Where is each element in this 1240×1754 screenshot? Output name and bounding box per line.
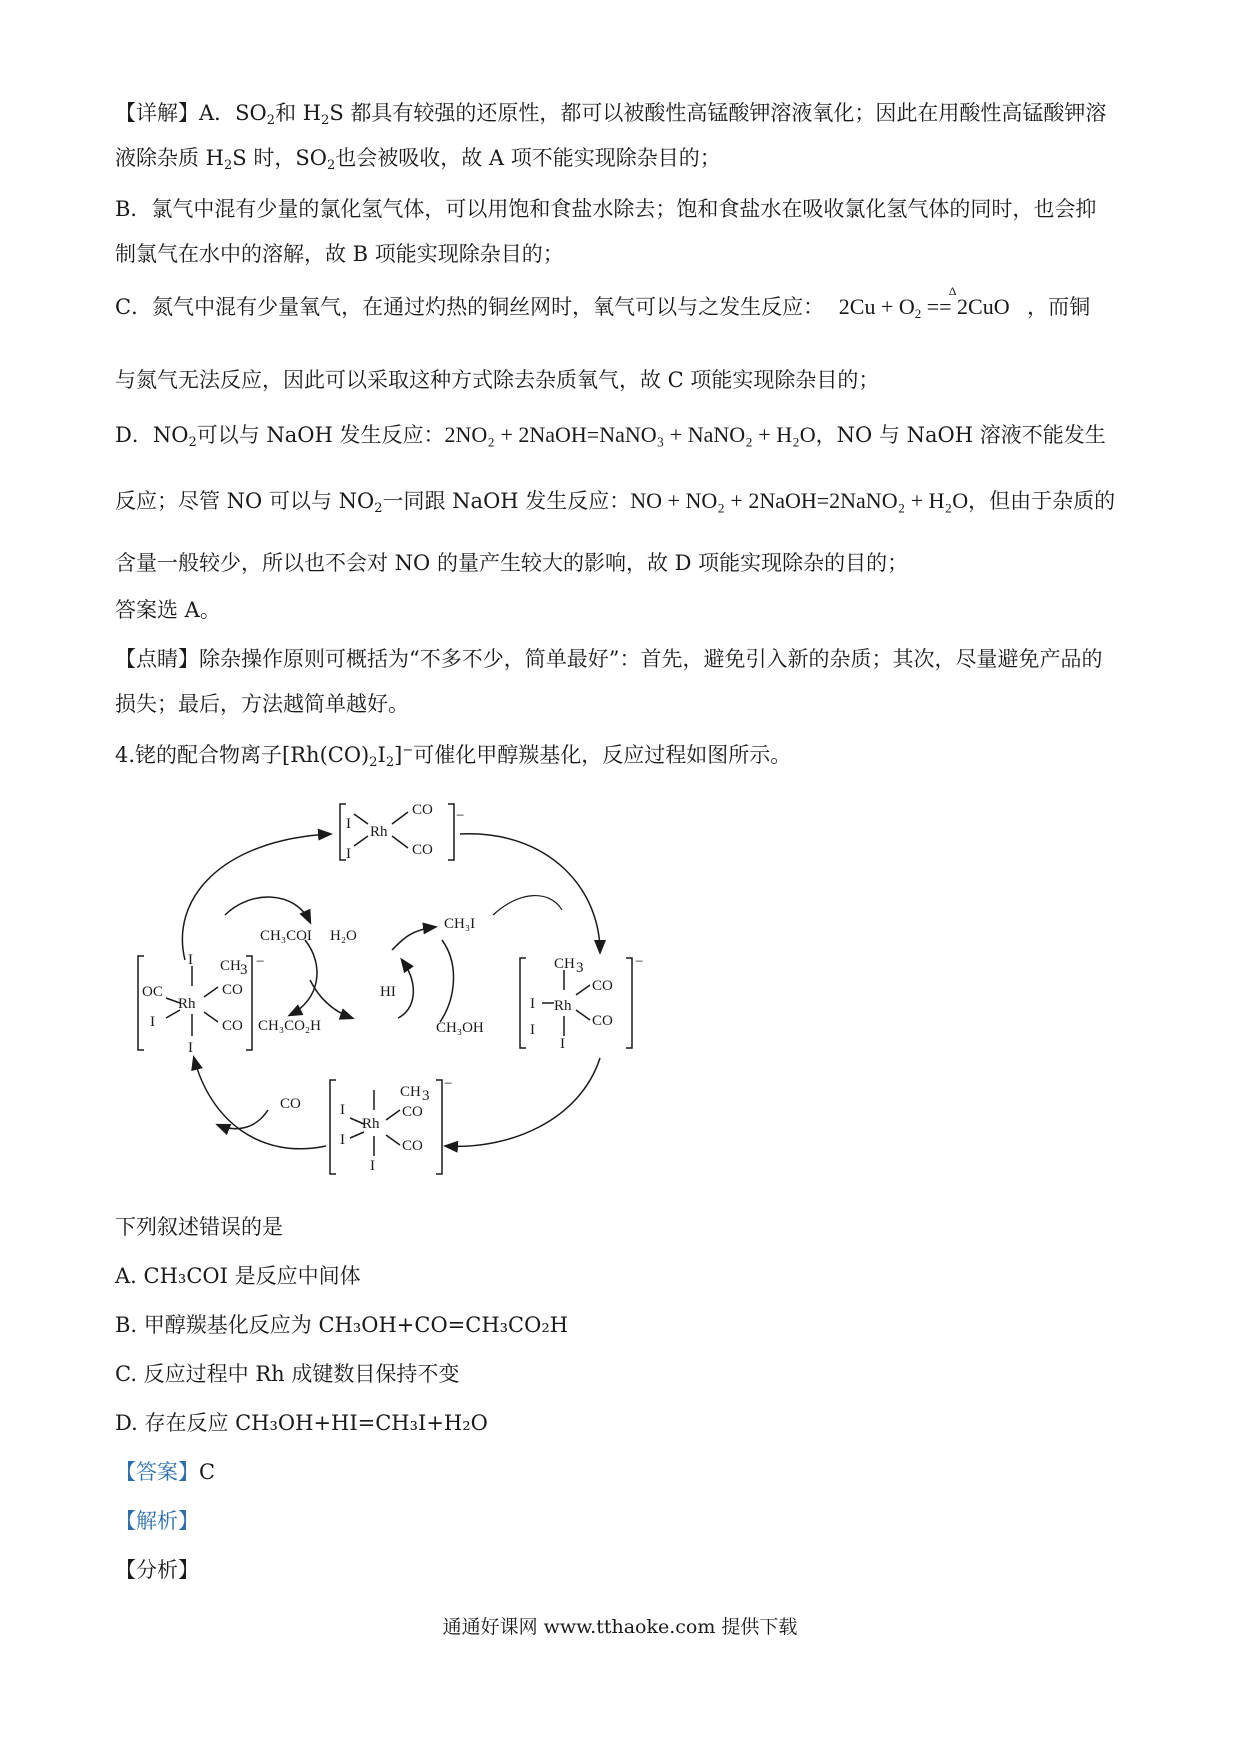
- detail-line-10: 答案选 A。: [115, 598, 221, 622]
- bottom-i2: I: [340, 1132, 345, 1148]
- analysis-label: 【解析】: [115, 1509, 199, 1533]
- detail-line-9: 含量一般较少，所以也不会对 NO 的量产生较大的影响，故 D 项能实现除杂的目的；: [115, 551, 909, 575]
- tip-line-2: 损失；最后，方法越简单越好。: [115, 692, 409, 716]
- species-ch3oh: CH₃OH: [436, 1020, 484, 1036]
- page-footer: 通通好课网 www.tthaoke.com 提供下载: [442, 1616, 798, 1638]
- top-co1: CO: [412, 802, 433, 818]
- option-c: C. 反应过程中 Rh 成键数目保持不变: [115, 1362, 460, 1386]
- left-co2: CO: [222, 1018, 243, 1034]
- top-rh: Rh: [370, 824, 388, 840]
- bottom-co2: CO: [402, 1138, 423, 1154]
- equation-no2-naoh: 2NO₂ + 2NaOH=NaNO₃ + NaNO₂ + H₂O: [444, 422, 816, 447]
- species-hi: HI: [380, 984, 396, 1000]
- left-co1: CO: [222, 982, 243, 998]
- species-ch3i: CH₃I: [444, 916, 476, 932]
- answer-label: 【答案】: [115, 1460, 199, 1484]
- left-ch3-sub: 3: [240, 962, 248, 978]
- detail-line-8: 反应；尽管 NO 可以与 $NO_2$一同跟 NaOH 发生反应：NO + NO₂ + 2NaOH=2NaNO₂ + H₂O，但由于杂质的: [115, 488, 1116, 516]
- question-stem: 4.铑的配合物离子$[Rh(CO)_2I_2]^-$可催化甲醇羰基化，反应过程如图所示。: [115, 743, 792, 770]
- top-i2: I: [346, 846, 351, 862]
- answer-value: C: [199, 1460, 216, 1484]
- right-co2: CO: [592, 1013, 613, 1029]
- question-prompt: 下列叙述错误的是: [115, 1215, 283, 1239]
- left-oc: OC: [142, 984, 163, 1000]
- left-rh: Rh: [178, 996, 196, 1012]
- bottom-charge: −: [444, 1076, 453, 1092]
- right-ch3: CH: [554, 956, 575, 972]
- option-d: D. 存在反应 CH₃OH+HI=CH₃I+H₂O: [115, 1411, 488, 1435]
- left-i3: I: [188, 1040, 193, 1056]
- bottom-ch3-sub: 3: [422, 1088, 430, 1104]
- bottom-i1: I: [340, 1102, 345, 1118]
- species-h2o: H₂O: [330, 928, 357, 944]
- right-i2: I: [530, 1022, 535, 1038]
- top-i1: I: [346, 816, 351, 832]
- catalytic-cycle-diagram: [130, 790, 670, 1210]
- detail-line-5: C．氮气中混有少量氧气，在通过灼热的铜丝网时，氧气可以与之发生反应： $2Cu + O_2 == 2CuO$ Δ ，而铜: [115, 292, 1090, 322]
- right-i1: I: [530, 996, 535, 1012]
- left-i2: I: [150, 1014, 155, 1030]
- equation-cu-o2: $2Cu + O_2 == 2CuO$ Δ: [839, 294, 1015, 319]
- detail-line-4: 制氯气在水中的溶解，故 B 项能实现除杂目的；: [115, 242, 564, 266]
- option-b: B. 甲醇羰基化反应为 CH₃OH+CO=CH₃CO₂H: [115, 1313, 569, 1337]
- right-charge: −: [635, 954, 644, 970]
- species-ch3coi: CH₃COI: [260, 928, 312, 944]
- bottom-rh: Rh: [362, 1116, 380, 1132]
- detail-line-6: 与氮气无法反应，因此可以采取这种方式除去杂质氧气，故 C 项能实现除杂目的；: [115, 368, 880, 392]
- top-co2: CO: [412, 842, 433, 858]
- bottom-ch3: CH: [400, 1084, 421, 1100]
- left-ch3: CH: [220, 958, 241, 974]
- analyze-label: 【分析】: [115, 1558, 199, 1582]
- answer-line: [115, 1457, 215, 1487]
- detail-line-3: B．氯气中混有少量的氯化氢气体，可以用饱和食盐水除去；饱和食盐水在吸收氯化氢气体的同时，也会抑: [115, 197, 1097, 221]
- tip-line-1: 【点睛】除杂操作原则可概括为“不多不少，简单最好”：首先，避免引入新的杂质；其次，尽量避免产品的: [115, 647, 1103, 671]
- right-co1: CO: [592, 978, 613, 994]
- right-i3: I: [560, 1036, 565, 1052]
- bottom-i3: I: [370, 1158, 375, 1174]
- species-ch3co2h: CH₃CO₂H: [258, 1018, 321, 1034]
- heat-delta-symbol: Δ: [948, 284, 957, 298]
- detail-line-7: D．$NO_2$可以与 NaOH 发生反应：2NO₂ + 2NaOH=NaNO₃ + NaNO₂ + H₂O，NO 与 NaOH 溶液不能发生: [115, 422, 1106, 450]
- option-a: A. CH₃COI 是反应中间体: [115, 1264, 361, 1288]
- detail-line-2: 液除杂质 $H_2S$ 时，$SO_2$也会被吸收，故 A 项不能实现除杂目的；: [115, 146, 721, 173]
- top-charge: −: [456, 808, 465, 824]
- species-co: CO: [280, 1096, 301, 1112]
- right-rh: Rh: [554, 998, 572, 1014]
- equation-no-no2-naoh: NO + NO₂ + 2NaOH=2NaNO₂ + H₂O: [630, 488, 969, 513]
- left-charge: −: [256, 954, 265, 970]
- detail-line-1: 【详解】A．$SO_2$和 $H_2S$ 都具有较强的还原性，都可以被酸性高锰酸钾溶液氧化；因此在用酸性高锰酸钾溶: [115, 101, 1107, 128]
- left-i1: I: [188, 952, 193, 968]
- right-ch3-sub: 3: [576, 960, 584, 976]
- bottom-co1: CO: [402, 1104, 423, 1120]
